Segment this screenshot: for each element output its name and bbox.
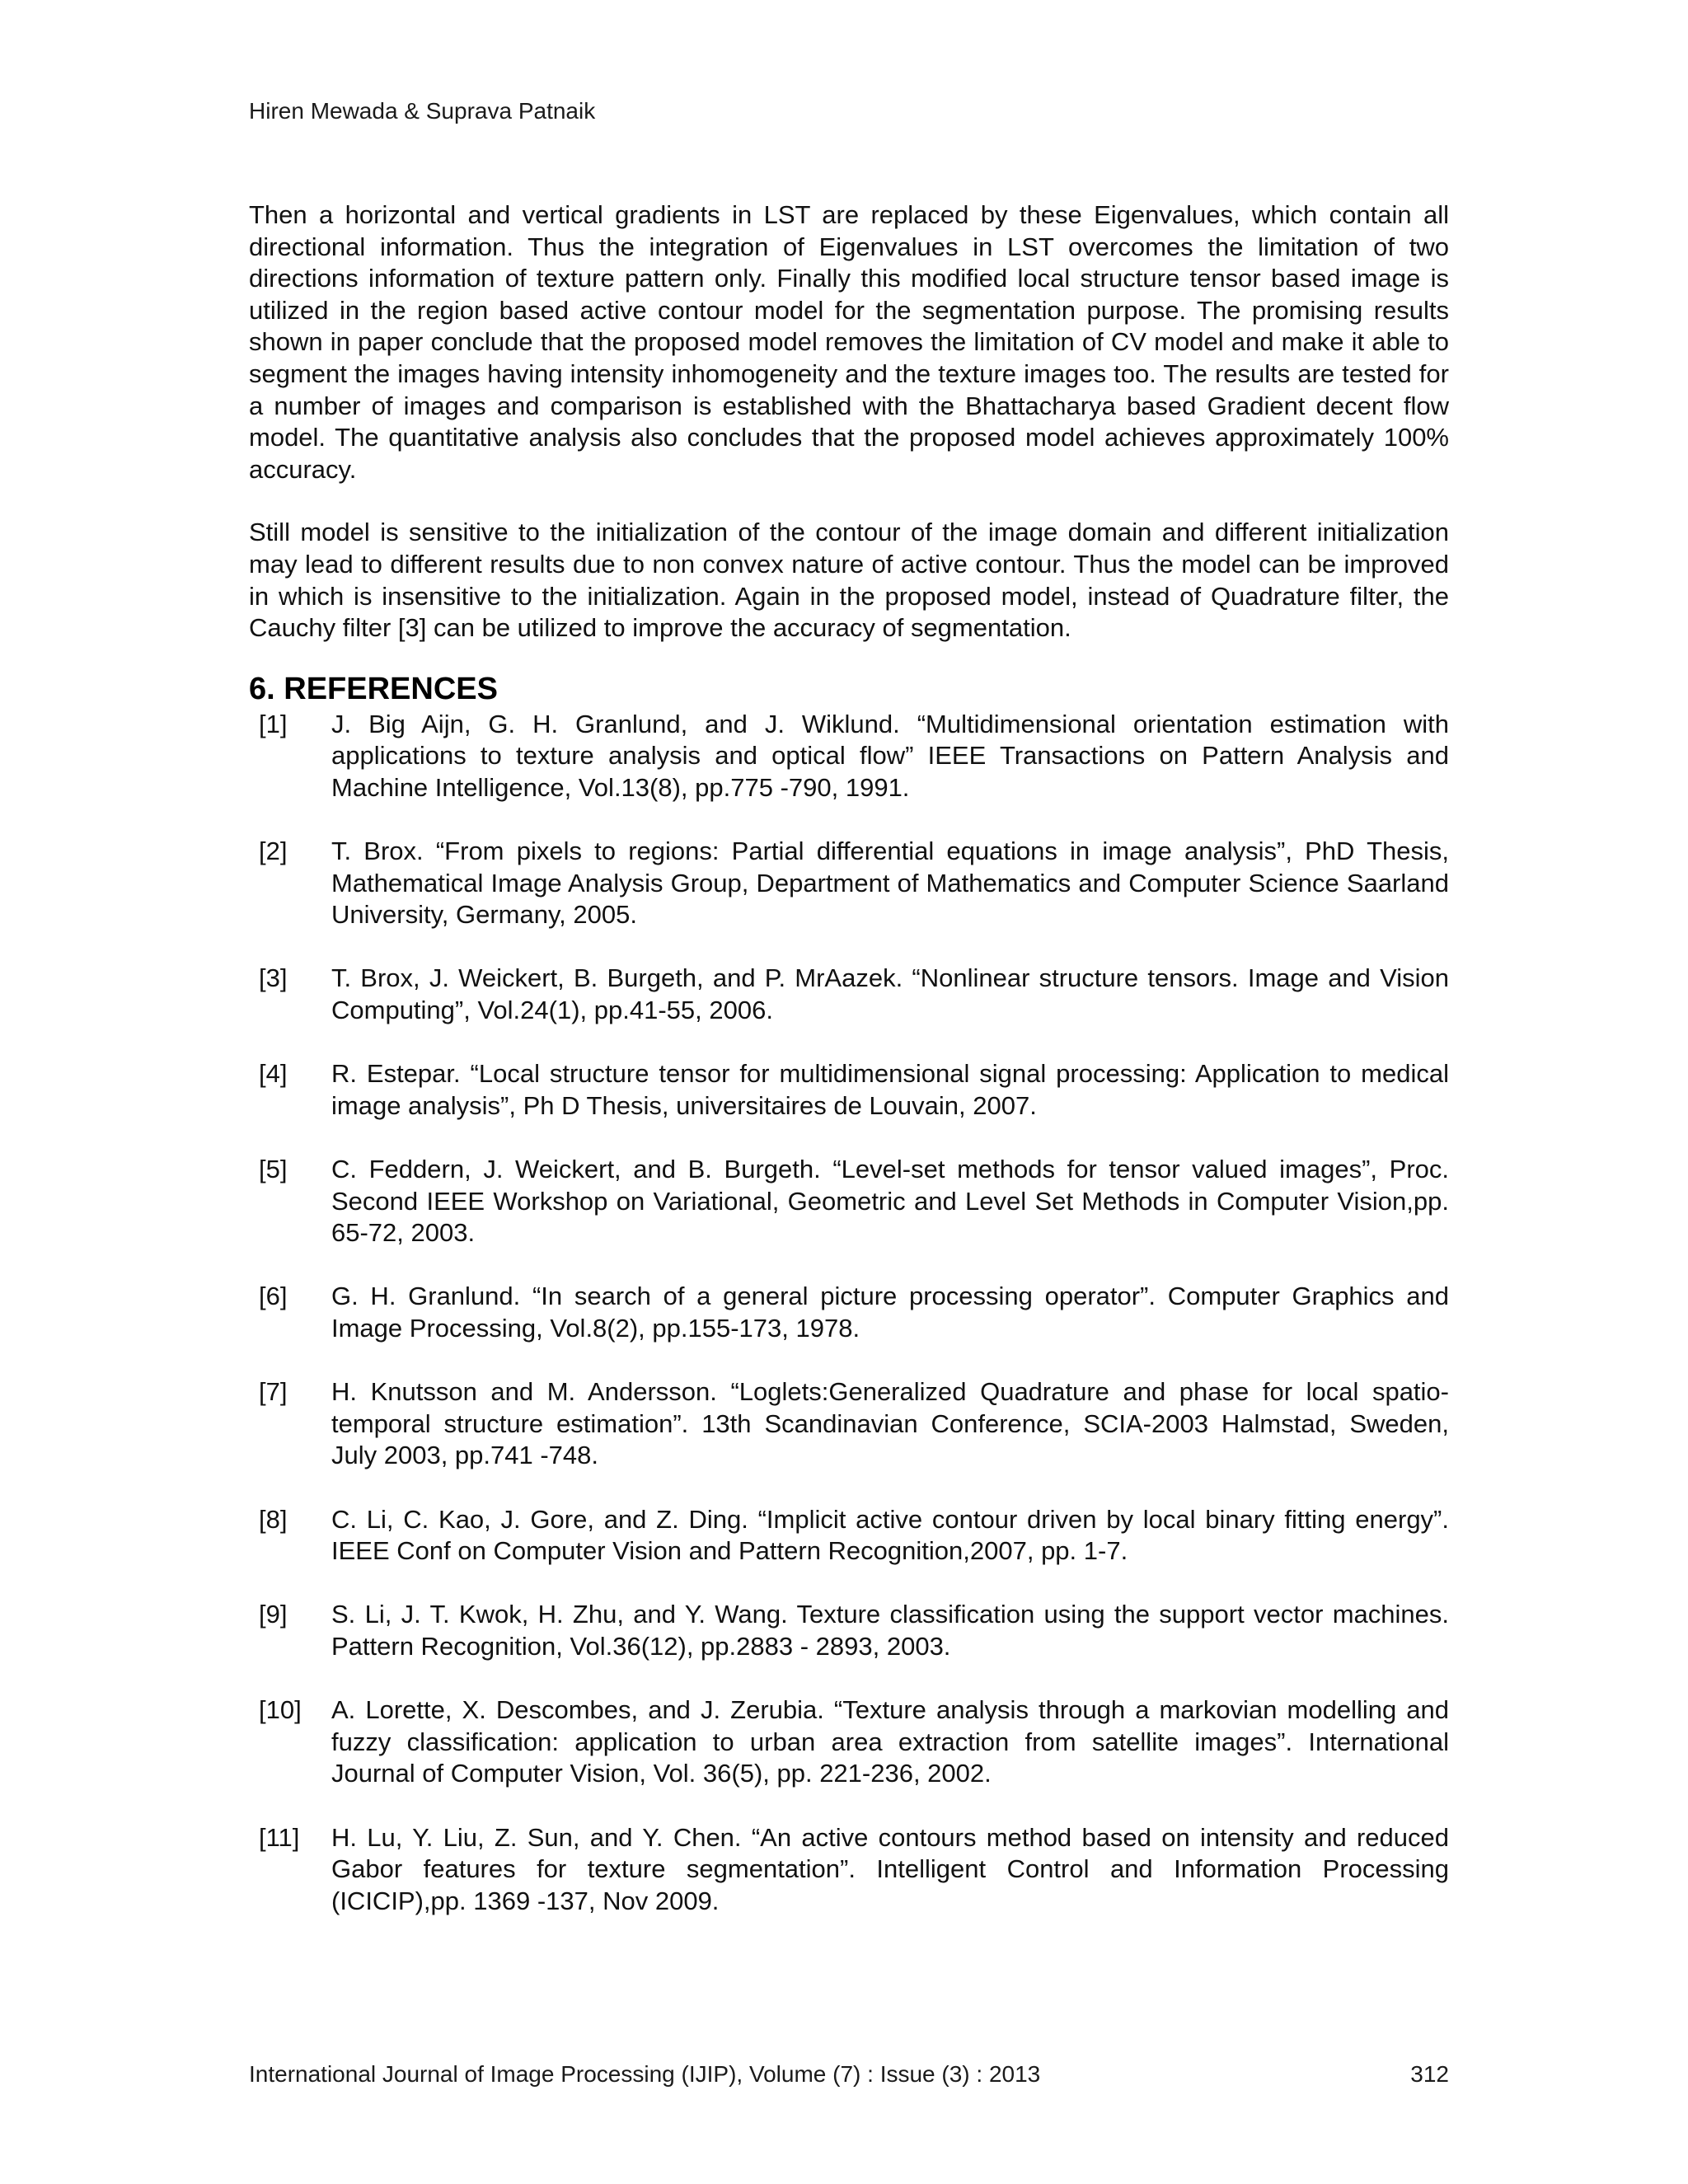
reference-number: [8] bbox=[259, 1504, 288, 1534]
reference-text: J. Big Aijn, G. H. Granlund, and J. Wiklund. “Multidimensional orientation estimation with applications to texture analysis and optical flow” IEEE Transactions on Pattern Analysis and Machine Intelligence, Vol.13(8), pp.775 -790, 1991. bbox=[331, 709, 1449, 802]
references-heading: 6. REFERENCES bbox=[249, 671, 498, 706]
reference-item bbox=[249, 1599, 1449, 1662]
reference-number: [4] bbox=[259, 1059, 288, 1089]
reference-text: C. Li, C. Kao, J. Gore, and Z. Ding. “Implicit active contour driven by local binary fitting energy”. IEEE Conf on Computer Vision and Pattern Recognition,2007, pp. 1-7. bbox=[331, 1504, 1449, 1566]
reference-item bbox=[249, 1504, 1449, 1568]
reference-text: H. Lu, Y. Liu, Z. Sun, and Y. Chen. “An active contours method based on intensity and reduced Gabor features for texture segmentation”. Intelligent Control and Information Processing (ICICIP),pp. 1369 -137, Nov 2009. bbox=[331, 1822, 1449, 1915]
reference-item bbox=[249, 1281, 1449, 1344]
reference-number: [10] bbox=[259, 1695, 302, 1725]
reference-item bbox=[249, 1694, 1449, 1790]
reference-number: [11] bbox=[259, 1822, 300, 1852]
running-header-authors: Hiren Mewada & Suprava Patnaik bbox=[249, 98, 596, 124]
reference-text: T. Brox, J. Weickert, B. Burgeth, and P. MrAazek. “Nonlinear structure tensors. Image and Vision Computing”, Vol.24(1), pp.41-55, 2006. bbox=[331, 963, 1449, 1025]
reference-list bbox=[249, 709, 1449, 1918]
reference-number: [6] bbox=[259, 1282, 288, 1311]
page-number: 312 bbox=[1410, 2061, 1449, 2087]
reference-text: S. Li, J. T. Kwok, H. Zhu, and Y. Wang. Texture classification using the support vector machines. Pattern Recognition, Vol.36(12), pp.2883 - 2893, 2003. bbox=[331, 1600, 1449, 1661]
reference-text: R. Estepar. “Local structure tensor for multidimensional signal processing: Application to medical image analysis”, Ph D Thesis, universitaires de Louvain, 2007. bbox=[331, 1059, 1449, 1120]
reference-item bbox=[249, 963, 1449, 1026]
body-paragraph-1: Then a horizontal and vertical gradients in LST are replaced by these Eigenvalues, which contain all directional information. Thus the integration of Eigenvalues in LST overcomes the limitation of two directions information of texture pattern only. Finally this modified local structure tensor based image is utilized in the region based active contour model for the segmentation purpose. The promising results shown in paper conclude that the proposed model removes the limitation of CV model and make it able to segment the images having intensity inhomogeneity and the texture images too. The results are tested for a number of images and comparison is established with the Bhattacharya based Gradient decent flow model. The quantitative analysis also concludes that the proposed model achieves approximately 100% accuracy. bbox=[249, 200, 1449, 484]
running-footer bbox=[249, 2060, 1449, 2088]
reference-number: [1] bbox=[259, 709, 288, 738]
reference-item bbox=[249, 836, 1449, 931]
reference-text: H. Knutsson and M. Andersson. “Loglets:Generalized Quadrature and phase for local spatio-temporal structure estimation”. 13th Scandinavian Conference, SCIA-2003 Halmstad, Sweden, July 2003, pp.741 -748. bbox=[331, 1377, 1449, 1470]
reference-item bbox=[249, 1058, 1449, 1122]
page-content bbox=[249, 199, 1449, 1949]
footer-journal-citation: International Journal of Image Processing (IJIP), Volume (7) : Issue (3) : 2013 bbox=[249, 2061, 1041, 2087]
reference-number: [5] bbox=[259, 1155, 288, 1184]
reference-item bbox=[249, 1376, 1449, 1472]
reference-text: A. Lorette, X. Descombes, and J. Zerubia. “Texture analysis through a markovian modelling and fuzzy classification: application to urban area extraction from satellite images”. International Journal of Computer Vision, Vol. 36(5), pp. 221-236, 2002. bbox=[331, 1695, 1449, 1788]
reference-item bbox=[249, 1154, 1449, 1249]
reference-number: [7] bbox=[259, 1377, 288, 1407]
reference-number: [2] bbox=[259, 837, 288, 866]
reference-text: G. H. Granlund. “In search of a general picture processing operator”. Computer Graphics and Image Processing, Vol.8(2), pp.155-173, 1978. bbox=[331, 1282, 1449, 1343]
body-paragraph-2: Still model is sensitive to the initialization of the contour of the image domain and different initialization may lead to different results due to non convex nature of active contour. Thus the model can be improved in which is insensitive to the initialization. Again in the proposed model, instead of Quadrature filter, the Cauchy filter [3] can be utilized to improve the accuracy of segmentation. bbox=[249, 518, 1449, 643]
reference-item bbox=[249, 709, 1449, 804]
reference-item bbox=[249, 1822, 1449, 1918]
reference-text: T. Brox. “From pixels to regions: Partial differential equations in image analysis”, PhD Thesis, Mathematical Image Analysis Group, Department of Mathematics and Computer Science Saarland University, Germany, 2005. bbox=[331, 837, 1449, 930]
reference-text: C. Feddern, J. Weickert, and B. Burgeth. “Level-set methods for tensor valued images”, Proc. Second IEEE Workshop on Variational, Geometric and Level Set Methods in Computer Vision,pp. 65-72, 2003. bbox=[331, 1155, 1449, 1248]
reference-number: [9] bbox=[259, 1600, 288, 1629]
reference-number: [3] bbox=[259, 963, 288, 993]
